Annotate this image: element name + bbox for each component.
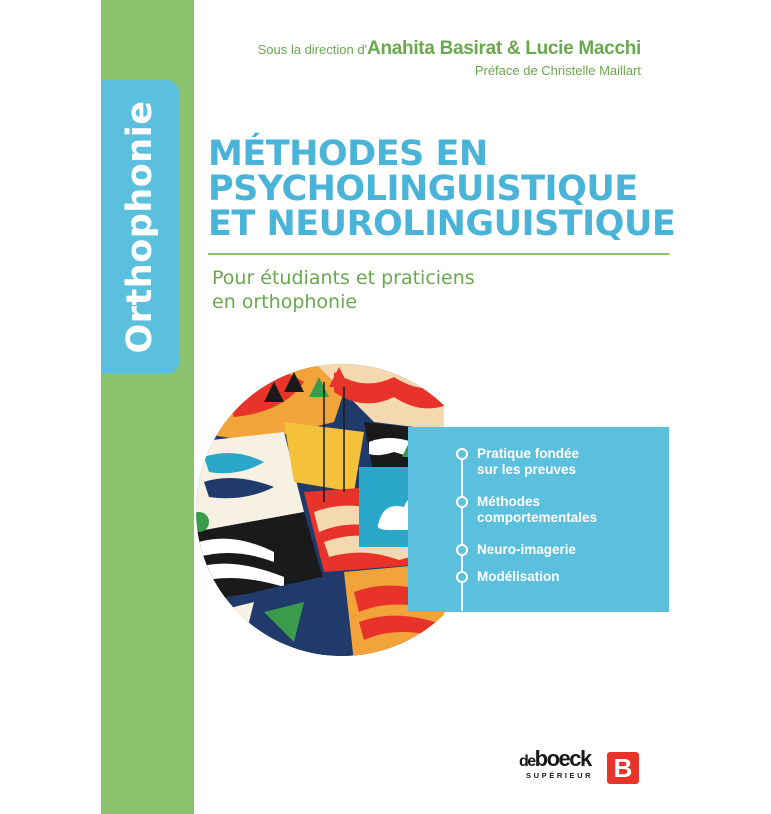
publisher-logo-letter: B [613, 753, 633, 783]
topic-label-line: Pratique fondée [477, 446, 580, 461]
bullet-circle-icon [456, 448, 468, 460]
bullet-circle-icon [456, 571, 468, 583]
topic-label [477, 494, 677, 526]
preface-line: Préface de Christelle Maillart [474, 63, 641, 78]
publisher-subtitle: SUPÉRIEUR [526, 771, 594, 780]
topic-label [477, 569, 677, 585]
book-title [208, 134, 676, 244]
publisher-name-main: boeck [534, 746, 591, 771]
publisher-name [519, 746, 591, 772]
series-label: Orthophonie [120, 100, 160, 354]
bullet-circle-icon [456, 496, 468, 508]
publisher-name-prefix: de [519, 753, 535, 770]
topic-label-line: Neuro-imagerie [477, 542, 577, 557]
topic-label [477, 542, 677, 558]
topic-label-line: comportementales [477, 510, 598, 525]
title-line-2: PSYCHOLINGUISTIQUE [208, 169, 638, 209]
topic-label-line: sur les preuves [477, 462, 577, 477]
topics-connector-line [461, 451, 463, 611]
bullet-circle-icon [456, 544, 468, 556]
topic-label-line: Méthodes [477, 494, 541, 509]
cover-artwork-circle [194, 362, 444, 662]
title-divider [208, 253, 669, 255]
subtitle-line-1: Pour étudiants et praticiens [212, 267, 475, 289]
title-line-3: ET NEUROLINGUISTIQUE [208, 204, 676, 244]
author-names: Anahita Basirat & Lucie Macchi [367, 38, 641, 59]
subtitle-line-2: en orthophonie [212, 291, 358, 313]
publisher-logo [519, 746, 639, 786]
topic-label [477, 446, 677, 478]
topic-label-line: Modélisation [477, 569, 560, 584]
authors-line [258, 38, 641, 60]
publisher-b-icon [607, 752, 639, 784]
book-subtitle [212, 266, 475, 314]
direction-prefix: Sous la direction d' [257, 42, 368, 57]
title-line-1: MÉTHODES EN [208, 134, 488, 174]
authors-block [258, 38, 641, 78]
